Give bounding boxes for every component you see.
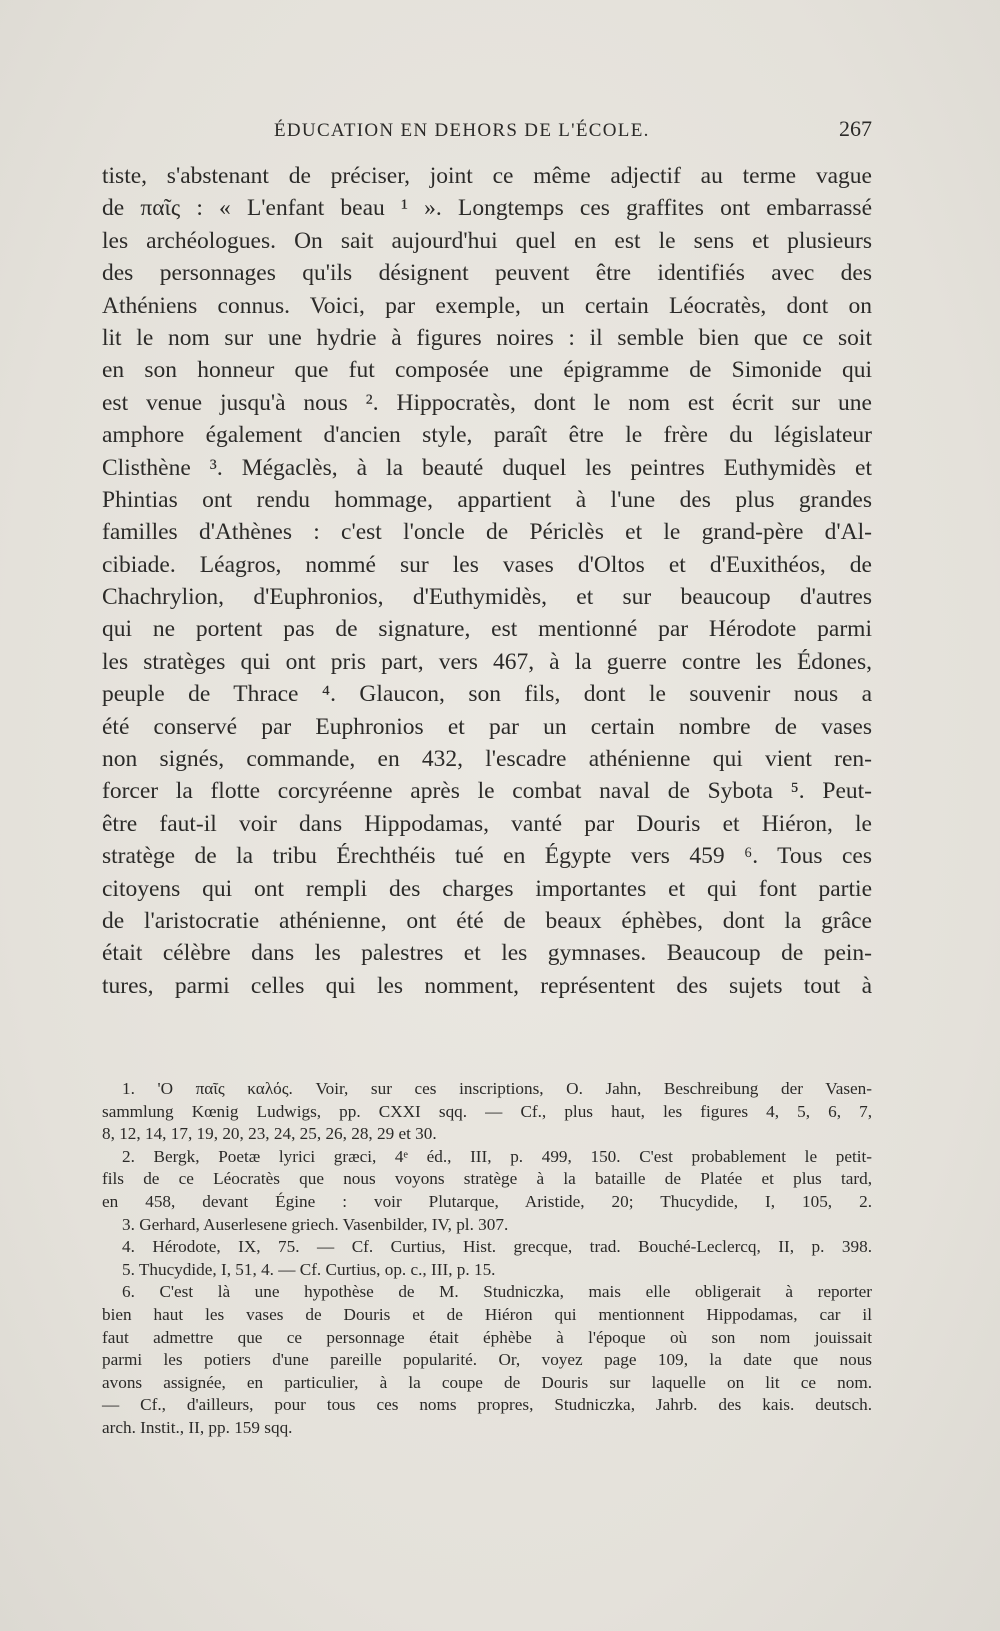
text-line: des personnages qu'ils désignent peuvent être identifiés avec des	[102, 260, 872, 287]
footnote-line: 4. Hérodote, IX, 75. — Cf. Curtius, Hist. grecque, trad. Bouché-Leclercq, II, p. 398.	[122, 1237, 872, 1257]
main-text	[102, 160, 872, 1002]
text-line: été conservé par Euphronios et par un certain nombre de vases	[102, 713, 872, 740]
footnote-line: en 458, devant Égine : voir Plutarque, Aristide, 20; Thucydide, I, 105, 2.	[102, 1191, 872, 1211]
footnotes	[102, 1078, 872, 1440]
text-line: est venue jusqu'à nous ². Hippocratès, dont le nom est écrit sur une	[102, 389, 872, 416]
text-line: stratège de la tribu Érechthéis tué en Égypte vers 459 ⁶. Tous ces	[102, 843, 872, 870]
text-line: être faut-il voir dans Hippodamas, vanté par Douris et Hiéron, le	[102, 810, 872, 837]
text-line: les archéologues. On sait aujourd'hui quel en est le sens et plusieurs	[102, 227, 872, 254]
footnote-line: avons assignée, en particulier, à la coupe de Douris sur laquelle on lit ce nom.	[102, 1372, 872, 1392]
text-line: non signés, commande, en 432, l'escadre athénienne qui vient ren-	[102, 746, 872, 773]
text-line: forcer la flotte corcyréenne après le combat naval de Sybota ⁵. Peut-	[102, 778, 872, 805]
page-header	[104, 116, 872, 146]
footnote-line: sammlung Kœnig Ludwigs, pp. CXXI sqq. — Cf., plus haut, les figures 4, 5, 6, 7,	[102, 1101, 872, 1121]
footnote-line: faut admettre que ce personnage était éphèbe à l'époque où son nom jouissait	[102, 1327, 872, 1347]
running-head: ÉDUCATION EN DEHORS DE L'ÉCOLE.	[274, 120, 650, 141]
footnote-line: 6. C'est là une hypothèse de M. Studniczka, mais elle obligerait à reporter	[122, 1282, 872, 1302]
footnote-line: arch. Instit., II, pp. 159 sqq.	[102, 1417, 293, 1437]
text-line: qui ne portent pas de signature, est mentionné par Hérodote parmi	[102, 616, 872, 643]
footnote-line: 8, 12, 14, 17, 19, 20, 23, 24, 25, 26, 28, 29 et 30.	[102, 1124, 437, 1144]
footnote-line: fils de ce Léocratès que nous voyons stratège à la bataille de Platée et plus tard,	[102, 1169, 872, 1189]
footnote-line: 3. Gerhard, Auserlesene griech. Vasenbilder, IV, pl. 307.	[122, 1214, 509, 1234]
text-line: cibiade. Léagros, nommé sur les vases d'Oltos et d'Euxithéos, de	[102, 551, 872, 578]
text-line: tiste, s'abstenant de préciser, joint ce même adjectif au terme vague	[102, 163, 872, 189]
footnote-line: bien haut les vases de Douris et de Hiéron qui mentionnent Hippodamas, car il	[102, 1304, 872, 1324]
text-line: les stratèges qui ont pris part, vers 467, à la guerre contre les Édones,	[102, 648, 872, 675]
text-line: en son honneur que fut composée une épigramme de Simonide qui	[102, 357, 872, 384]
footnote-line: 2. Bergk, Poetæ lyrici græci, 4ᵉ éd., III, p. 499, 150. C'est probablement le petit-	[122, 1146, 872, 1166]
text-line: Phintias ont rendu hommage, appartient à l'une des plus grandes	[102, 486, 872, 513]
page-number: 267	[839, 116, 872, 141]
footnote-line: 5. Thucydide, I, 51, 4. — Cf. Curtius, op. c., III, p. 15.	[122, 1259, 496, 1279]
text-line: de παῖς : « L'enfant beau ¹ ». Longtemps ces graffites ont embarrassé	[102, 195, 872, 222]
footnote-line: 1. 'O παῖς καλός. Voir, sur ces inscriptions, O. Jahn, Beschreibung der Vasen-	[122, 1079, 872, 1098]
text-line: citoyens qui ont rempli des charges importantes et qui font partie	[102, 875, 872, 902]
text-line: Chachrylion, d'Euphronios, d'Euthymidès, et sur beaucoup d'autres	[102, 584, 872, 611]
footnote-line: — Cf., d'ailleurs, pour tous ces noms propres, Studniczka, Jahrb. des kais. deutsch.	[102, 1395, 872, 1415]
text-line: amphore également d'ancien style, paraît être le frère du législateur	[102, 422, 872, 449]
text-line: Clisthène ³. Mégaclès, à la beauté duquel les peintres Euthymidès et	[102, 454, 872, 481]
footnote-line: parmi les potiers d'une pareille popularité. Or, voyez page 109, la date que nous	[102, 1350, 872, 1370]
text-line: était célèbre dans les palestres et les gymnases. Beaucoup de pein-	[102, 940, 872, 967]
text-line: Athéniens connus. Voici, par exemple, un certain Léocratès, dont on	[102, 292, 872, 319]
text-line: tures, parmi celles qui les nomment, représentent des sujets tout à	[102, 972, 872, 999]
text-line: peuple de Thrace ⁴. Glaucon, son fils, dont le souvenir nous a	[102, 681, 872, 708]
text-line: de l'aristocratie athénienne, ont été de beaux éphèbes, dont la grâce	[102, 907, 872, 934]
text-line: lit le nom sur une hydrie à figures noires : il semble bien que ce soit	[102, 324, 872, 351]
text-line: familles d'Athènes : c'est l'oncle de Périclès et le grand-père d'Al-	[102, 519, 872, 546]
